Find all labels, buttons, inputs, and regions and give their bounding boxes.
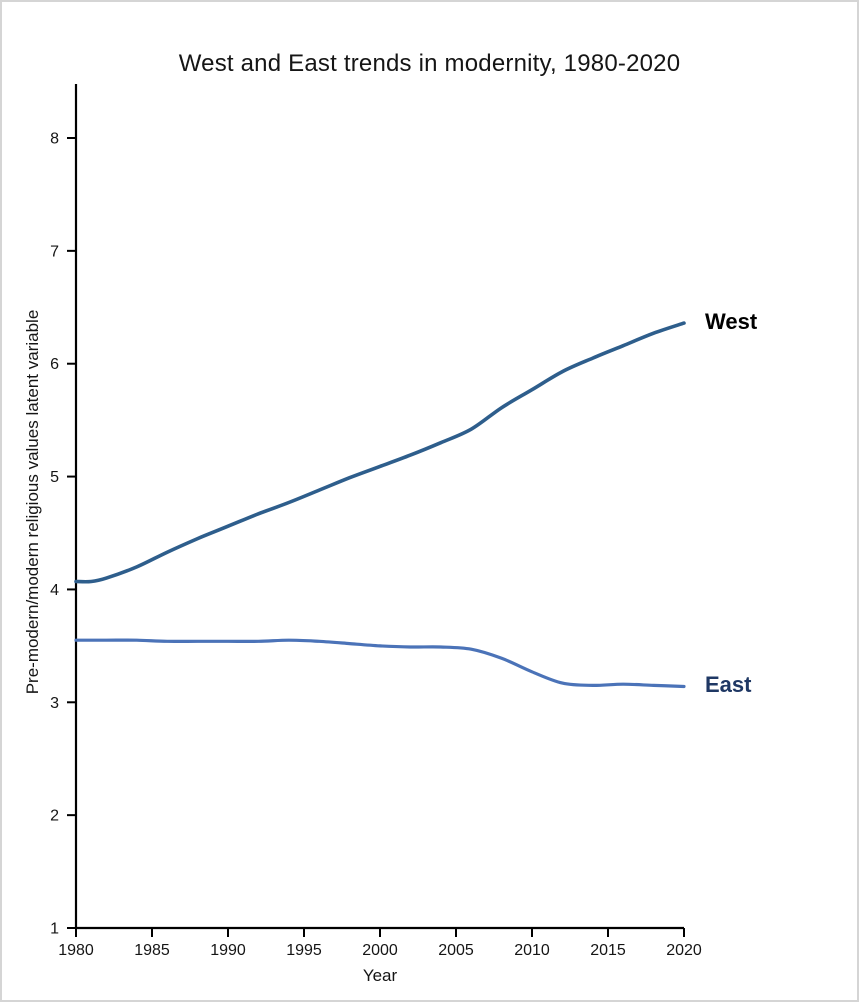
y-tick-label: 5: [50, 469, 59, 487]
x-tick-label: 1995: [286, 942, 322, 959]
y-tick-label: 8: [50, 130, 59, 148]
y-tick-label: 2: [50, 807, 59, 825]
chart-title: West and East trends in modernity, 1980-2020: [178, 50, 681, 77]
plot-area: [2, 2, 859, 1002]
x-tick-label: 2015: [590, 942, 626, 959]
series-label-east: East: [705, 672, 752, 698]
x-tick-label: 1990: [210, 942, 246, 959]
series-line-west: [76, 323, 684, 582]
x-tick-label: 2010: [514, 942, 550, 959]
series-line-east: [76, 640, 684, 686]
y-axis-title: Pre-modern/modern religious values latent variable: [23, 309, 42, 695]
y-tick-label: 1: [50, 920, 59, 938]
series-label-west: West: [705, 309, 758, 335]
y-tick-label: 6: [50, 356, 59, 374]
x-tick-label: 2000: [362, 942, 398, 959]
x-axis-title: Year: [362, 966, 398, 985]
y-tick-label: 7: [50, 243, 59, 261]
x-tick-label: 1985: [134, 942, 170, 959]
x-tick-label: 2005: [438, 942, 474, 959]
x-tick-label: 1980: [58, 942, 94, 959]
x-tick-label: 2020: [666, 942, 702, 959]
y-tick-label: 4: [50, 581, 59, 599]
y-tick-label: 3: [50, 694, 59, 712]
